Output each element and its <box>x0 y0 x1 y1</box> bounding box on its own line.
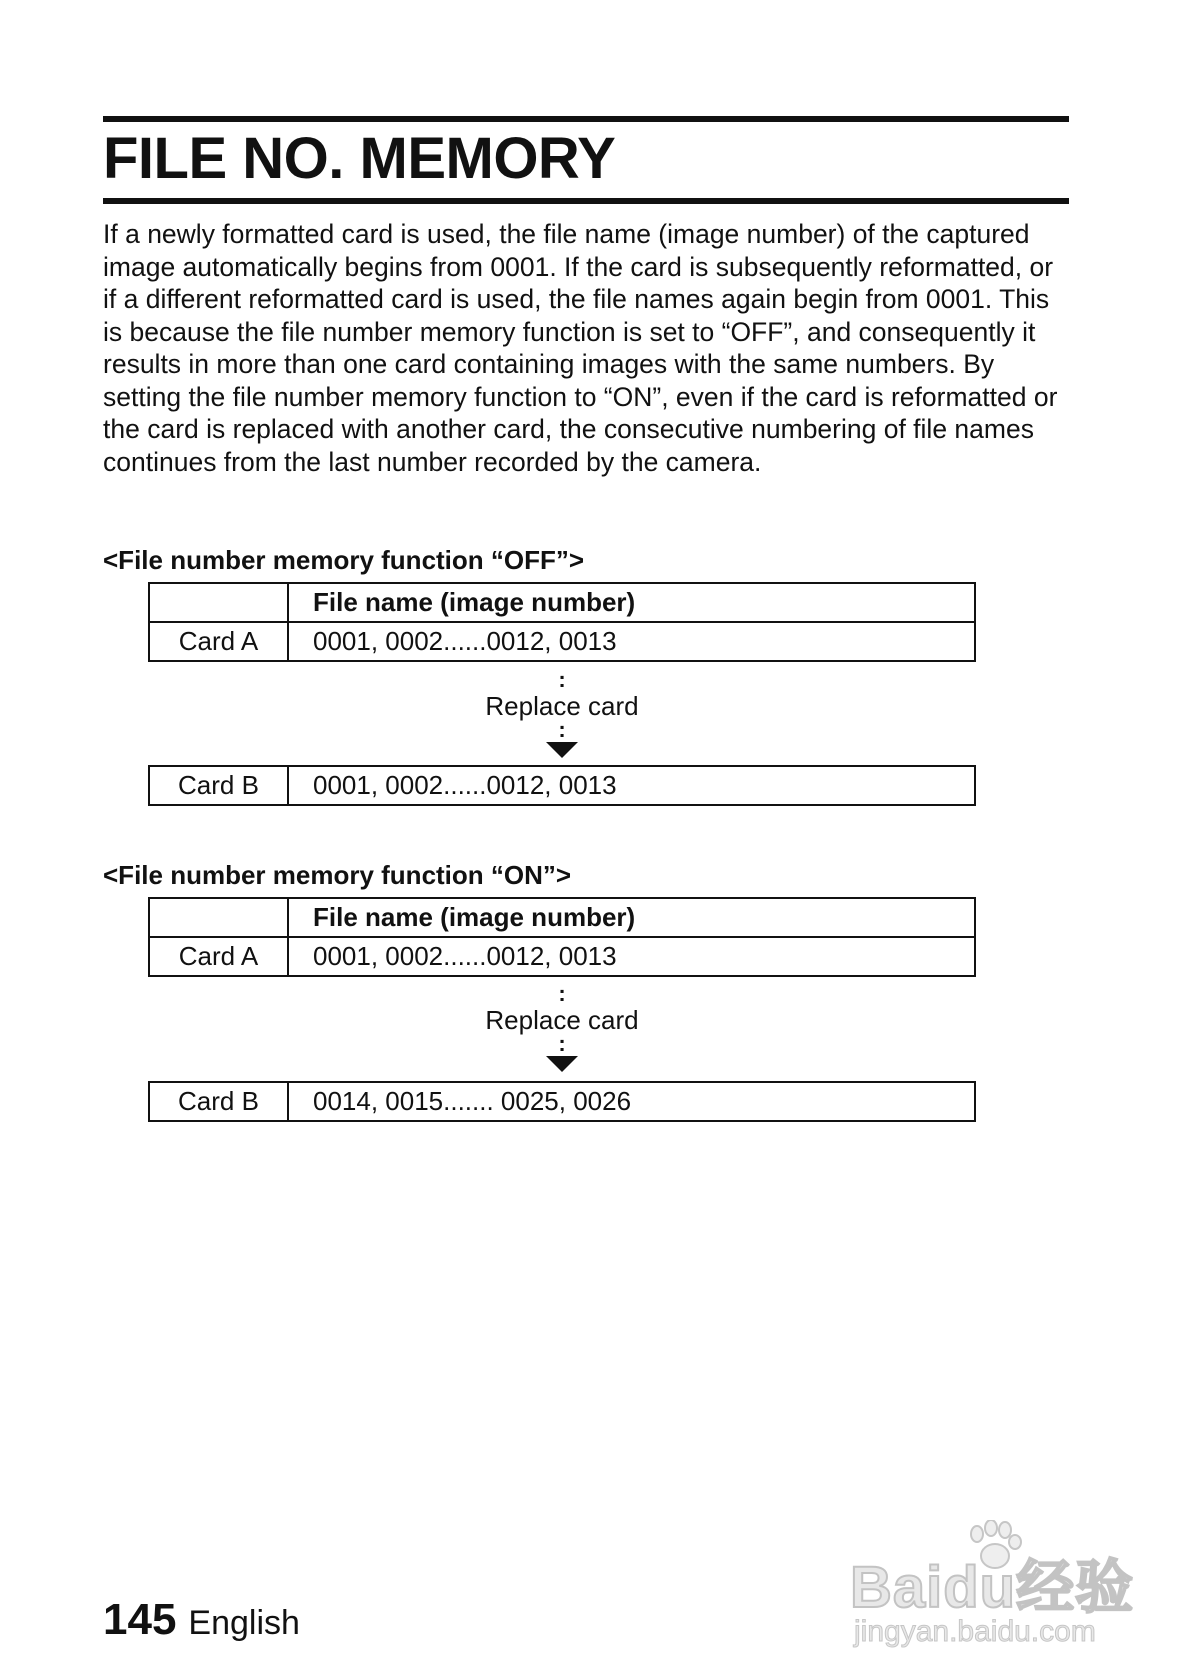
table-on-card-b <box>148 1081 976 1122</box>
header-empty-cell <box>149 583 288 622</box>
table-row <box>149 622 975 661</box>
replace-card-label: Replace card <box>485 1005 639 1035</box>
intro-paragraph: If a newly formatted card is used, the file name (image number) of the captured image automatically begins from 0001. If the card is subsequently reformatted, or if a different reformatted card is used, the file names again begin from 0001. This is because the file number memory function is set to “OFF”, and consequently it results in more than one card containing images with the same numbers. By setting the file number memory function to “ON”, even if the card is reformatted or the card is replaced with another card, the consecutive numbering of file names continues from the last number recorded by the camera. <box>103 219 1058 477</box>
title-rule-top <box>103 116 1069 122</box>
page-footer <box>103 1595 300 1645</box>
header-file-name: File name (image number) <box>288 898 975 937</box>
file-numbers: 0001, 0002......0012, 0013 <box>288 766 975 805</box>
card-label: Card B <box>149 766 288 805</box>
header-empty-cell <box>149 898 288 937</box>
table-header-row <box>149 583 975 622</box>
watermark-brand: Baidu经验 <box>850 1555 1135 1620</box>
baidu-watermark <box>850 1520 1150 1650</box>
table-row <box>149 1082 975 1121</box>
section-heading-on: <File number memory function “ON”> <box>103 860 572 890</box>
table-off-card-a <box>148 582 976 662</box>
card-label: Card B <box>149 1082 288 1121</box>
page-language: English <box>188 1604 300 1642</box>
dots-separator: : <box>558 667 566 692</box>
table-on-card-a <box>148 897 976 977</box>
watermark-url: jingyan.baidu.com <box>854 1615 1096 1648</box>
dots-separator: : <box>558 1031 566 1056</box>
title-rule-bottom <box>103 198 1069 204</box>
dots-separator: : <box>558 981 566 1006</box>
page-number: 145 <box>103 1595 177 1644</box>
file-numbers: 0014, 0015....... 0025, 0026 <box>288 1082 975 1121</box>
card-label: Card A <box>149 937 288 976</box>
page-title: FILE NO. MEMORY <box>103 126 616 191</box>
down-triangle-icon <box>546 742 578 758</box>
file-numbers: 0001, 0002......0012, 0013 <box>288 937 975 976</box>
table-row <box>149 766 975 805</box>
down-triangle-icon <box>546 1056 578 1072</box>
replace-card-flow-on <box>470 981 654 1072</box>
table-header-row <box>149 898 975 937</box>
replace-card-flow-off <box>470 667 654 758</box>
replace-card-label: Replace card <box>485 691 639 721</box>
dots-separator: : <box>558 717 566 742</box>
section-heading-off: <File number memory function “OFF”> <box>103 545 585 575</box>
card-label: Card A <box>149 622 288 661</box>
file-numbers: 0001, 0002......0012, 0013 <box>288 622 975 661</box>
header-file-name: File name (image number) <box>288 583 975 622</box>
table-row <box>149 937 975 976</box>
table-off-card-b <box>148 765 976 806</box>
